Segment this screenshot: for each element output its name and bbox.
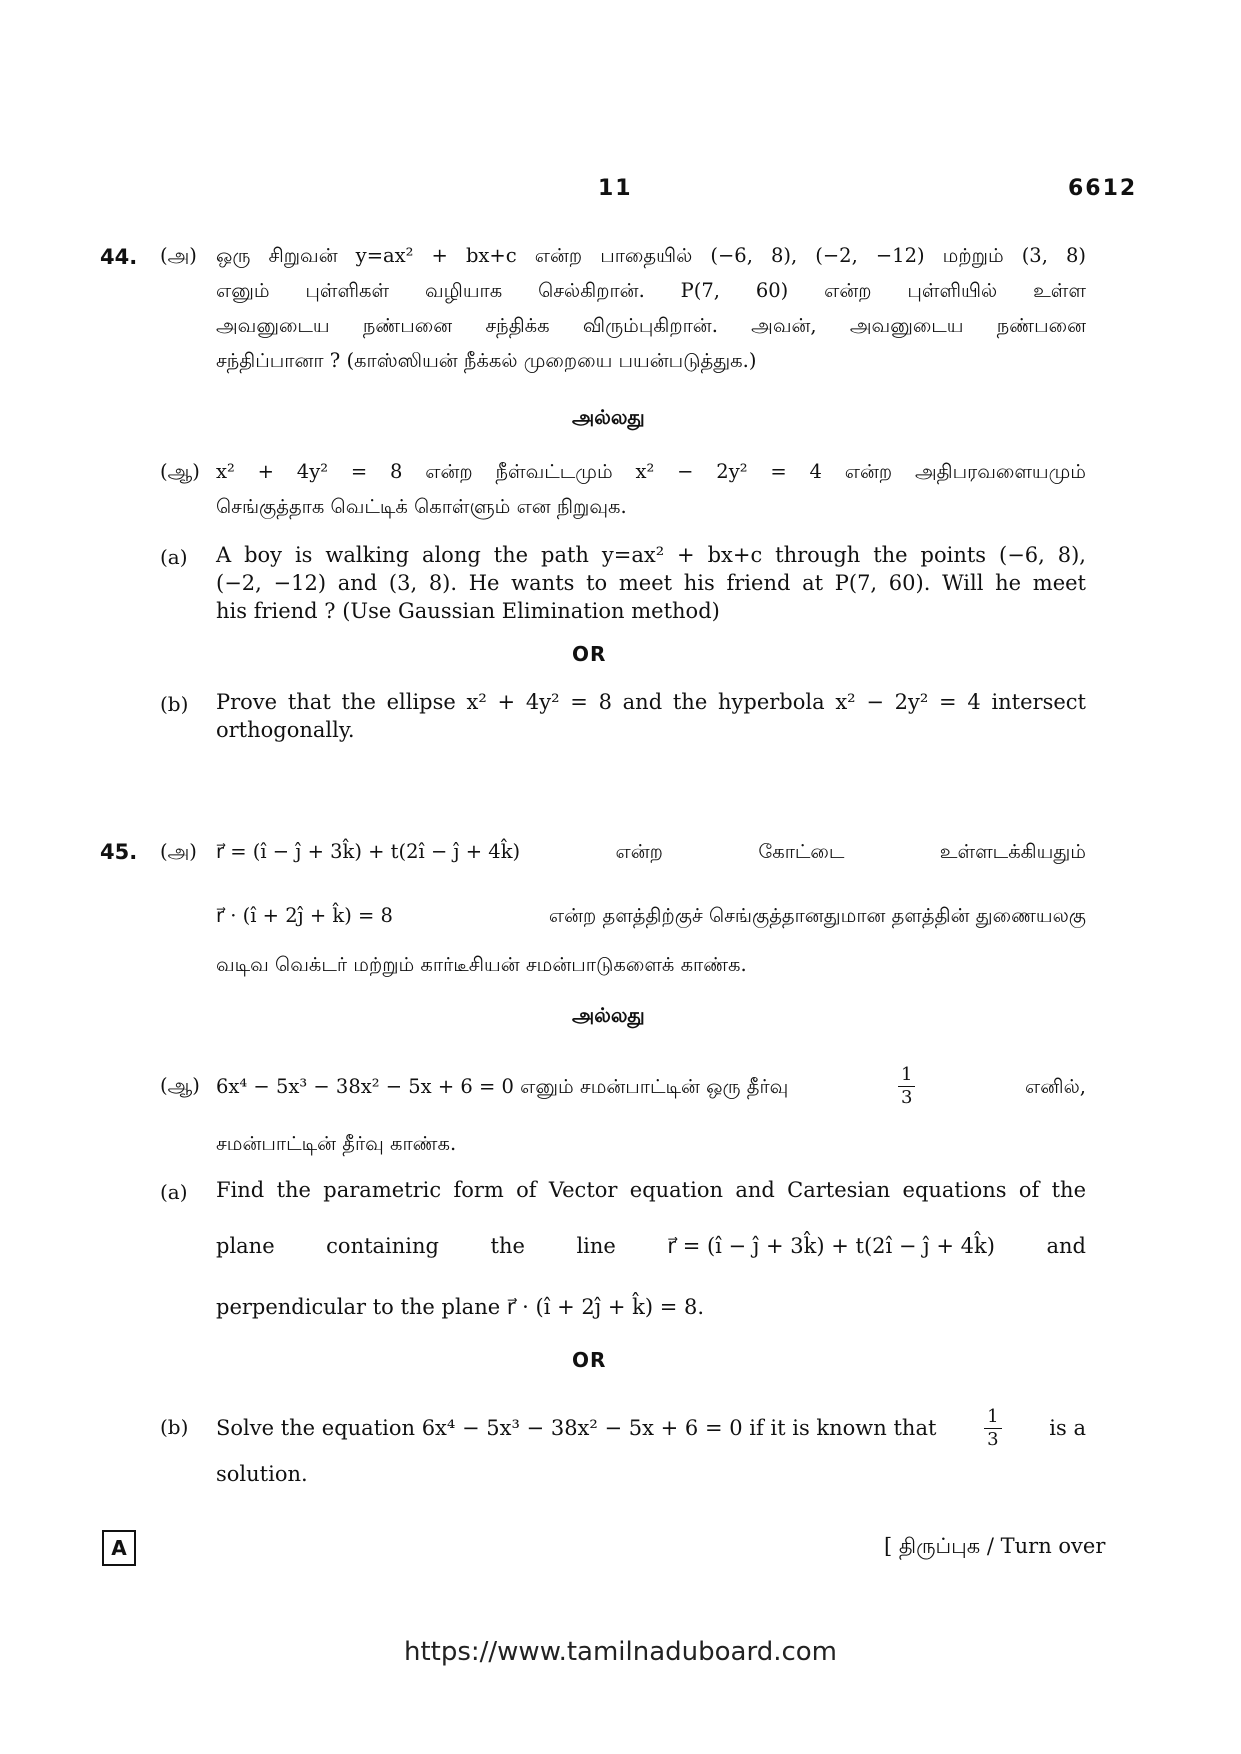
paper-code: 6612 xyxy=(1068,176,1138,201)
q45-eng-a-label: (a) xyxy=(160,1180,188,1204)
q44-tamil-a-line: அவனுடைய நண்பனை சந்திக்க விரும்புகிறான். அவன், அவனுடைய நண்பனை xyxy=(216,314,1086,337)
q44-or-english: OR xyxy=(572,642,607,666)
q45-tamil-a-line2-text: என்ற தளத்திற்குச் செங்குத்தானதுமான தளத்தின் துணையலகு xyxy=(548,904,1086,927)
q45-word: என்ற xyxy=(615,840,663,863)
turn-over-text: [ திருப்புக / Turn over xyxy=(884,1534,1106,1558)
q44-eng-b-label: (b) xyxy=(160,692,189,716)
q45-eng-b-line1 xyxy=(216,1400,1086,1456)
question-44-number: 44. xyxy=(100,245,138,269)
page-number: 11 xyxy=(598,176,633,201)
q45-eng-a-line1: Find the parametric form of Vector equation and Cartesian equations of the xyxy=(216,1178,1086,1202)
q45-eng-line-equation: r⃗ = (î − ĵ + 3k̂) + t(2î − ĵ + 4k̂) xyxy=(667,1234,995,1258)
q44-eng-a-label: (a) xyxy=(160,545,188,569)
q45-eng-a-line3-text: perpendicular to the plane xyxy=(216,1295,501,1319)
q45-tamil-b-end: எனில், xyxy=(1025,1074,1086,1098)
q45-eng-b-end: is a xyxy=(1049,1416,1086,1440)
q44-tamil-a-line: ஒரு சிறுவன் y=ax² + bx+c என்ற பாதையில் (−6, 8), (−2, −12) மற்றும் (3, 8) xyxy=(216,244,1086,267)
q44-eng-a-line: his friend ? (Use Gaussian Elimination method) xyxy=(216,599,720,623)
q45-eng-word: line xyxy=(576,1234,616,1258)
q44-eng-b-text xyxy=(216,688,1086,744)
q45-eng-plane-equation: r⃗ · (î + 2ĵ + k̂) = 8. xyxy=(506,1295,705,1319)
one-third-fraction xyxy=(984,1406,1001,1451)
q45-eng-a-line2 xyxy=(216,1232,1086,1260)
q45-eng-a-line3 xyxy=(216,1293,704,1321)
fraction-numerator: 1 xyxy=(898,1064,915,1087)
q45-eng-b-line2: solution. xyxy=(216,1462,308,1486)
q45-eng-b-text: Solve the equation 6x⁴ − 5x³ − 38x² − 5x + 6 = 0 if it is known that xyxy=(216,1416,937,1440)
q45-tamil-b-label: (ஆ) xyxy=(160,1074,200,1097)
website-url: https://www.tamilnaduboard.com xyxy=(403,1637,838,1667)
q44-eng-b-line: Prove that the ellipse x² + 4y² = 8 and the hyperbola x² − 2y² = 4 intersect xyxy=(216,690,1086,714)
q45-tamil-a-label: (அ) xyxy=(160,840,197,863)
q44-eng-a-line: A boy is walking along the path y=ax² + bx+c through the points (−6, 8), xyxy=(216,543,1086,567)
q44-tamil-a-line: எனும் புள்ளிகள் வழியாக செல்கிறான். P(7, 60) என்ற புள்ளியில் உள்ள xyxy=(216,279,1086,302)
q45-plane-equation: r⃗ · (î + 2ĵ + k̂) = 8 xyxy=(216,904,393,927)
q45-tamil-a-line3: வடிவ வெக்டர் மற்றும் கார்டீசியன் சமன்பாடுகளைக் காண்க. xyxy=(216,953,747,976)
q45-line-equation: r⃗ = (î − ĵ + 3k̂) + t(2î − ĵ + 4k̂) xyxy=(216,840,521,863)
q44-eng-b-line: orthogonally. xyxy=(216,718,355,742)
q45-eng-word: the xyxy=(490,1234,525,1258)
question-45-number: 45. xyxy=(100,840,138,864)
q44-tamil-b-line: செங்குத்தாக வெட்டிக் கொள்ளும் என நிறுவுக. xyxy=(216,495,627,518)
fraction-numerator: 1 xyxy=(984,1406,1001,1429)
q45-tamil-b-text: 6x⁴ − 5x³ − 38x² − 5x + 6 = 0 எனும் சமன்பாட்டின் ஒரு தீர்வு xyxy=(216,1074,789,1098)
q45-word: உள்ளடக்கியதும் xyxy=(939,840,1086,863)
series-box: A xyxy=(102,1530,136,1566)
q45-eng-word: containing xyxy=(326,1234,439,1258)
q45-tamil-b-line1 xyxy=(216,1058,1086,1114)
q45-tamil-a-line2 xyxy=(216,898,1086,933)
q44-tamil-a-line: சந்திப்பானா ? (காஸ்ஸியன் நீக்கல் முறையை பயன்படுத்துக.) xyxy=(216,349,757,372)
q45-or-english: OR xyxy=(572,1348,607,1372)
q44-eng-a-line: (−2, −12) and (3, 8). He wants to meet his friend at P(7, 60). Will he meet xyxy=(216,571,1086,595)
q44-tamil-b-label: (ஆ) xyxy=(160,460,200,483)
q45-tamil-a-line1 xyxy=(216,834,1086,869)
q45-word: கோட்டை xyxy=(758,840,845,863)
fraction-denominator: 3 xyxy=(900,1086,913,1108)
q45-eng-word: plane xyxy=(216,1234,275,1258)
q44-eng-a-text xyxy=(216,541,1086,625)
q44-tamil-a-label: (அ) xyxy=(160,244,197,267)
q44-tamil-b-text xyxy=(216,454,1086,524)
q44-tamil-a-text xyxy=(216,238,1086,378)
fraction-denominator: 3 xyxy=(987,1428,999,1450)
q45-or-tamil: அல்லது xyxy=(572,1003,645,1027)
q44-or-tamil: அல்லது xyxy=(572,405,645,429)
one-third-fraction xyxy=(898,1064,915,1109)
q45-eng-b-label: (b) xyxy=(160,1415,189,1439)
q45-eng-word: and xyxy=(1046,1234,1086,1258)
q44-tamil-b-line: x² + 4y² = 8 என்ற நீள்வட்டமும் x² − 2y² = 4 என்ற அதிபரவளையமும் xyxy=(216,460,1086,483)
q45-tamil-b-line2: சமன்பாட்டின் தீர்வு காண்க. xyxy=(216,1132,457,1155)
